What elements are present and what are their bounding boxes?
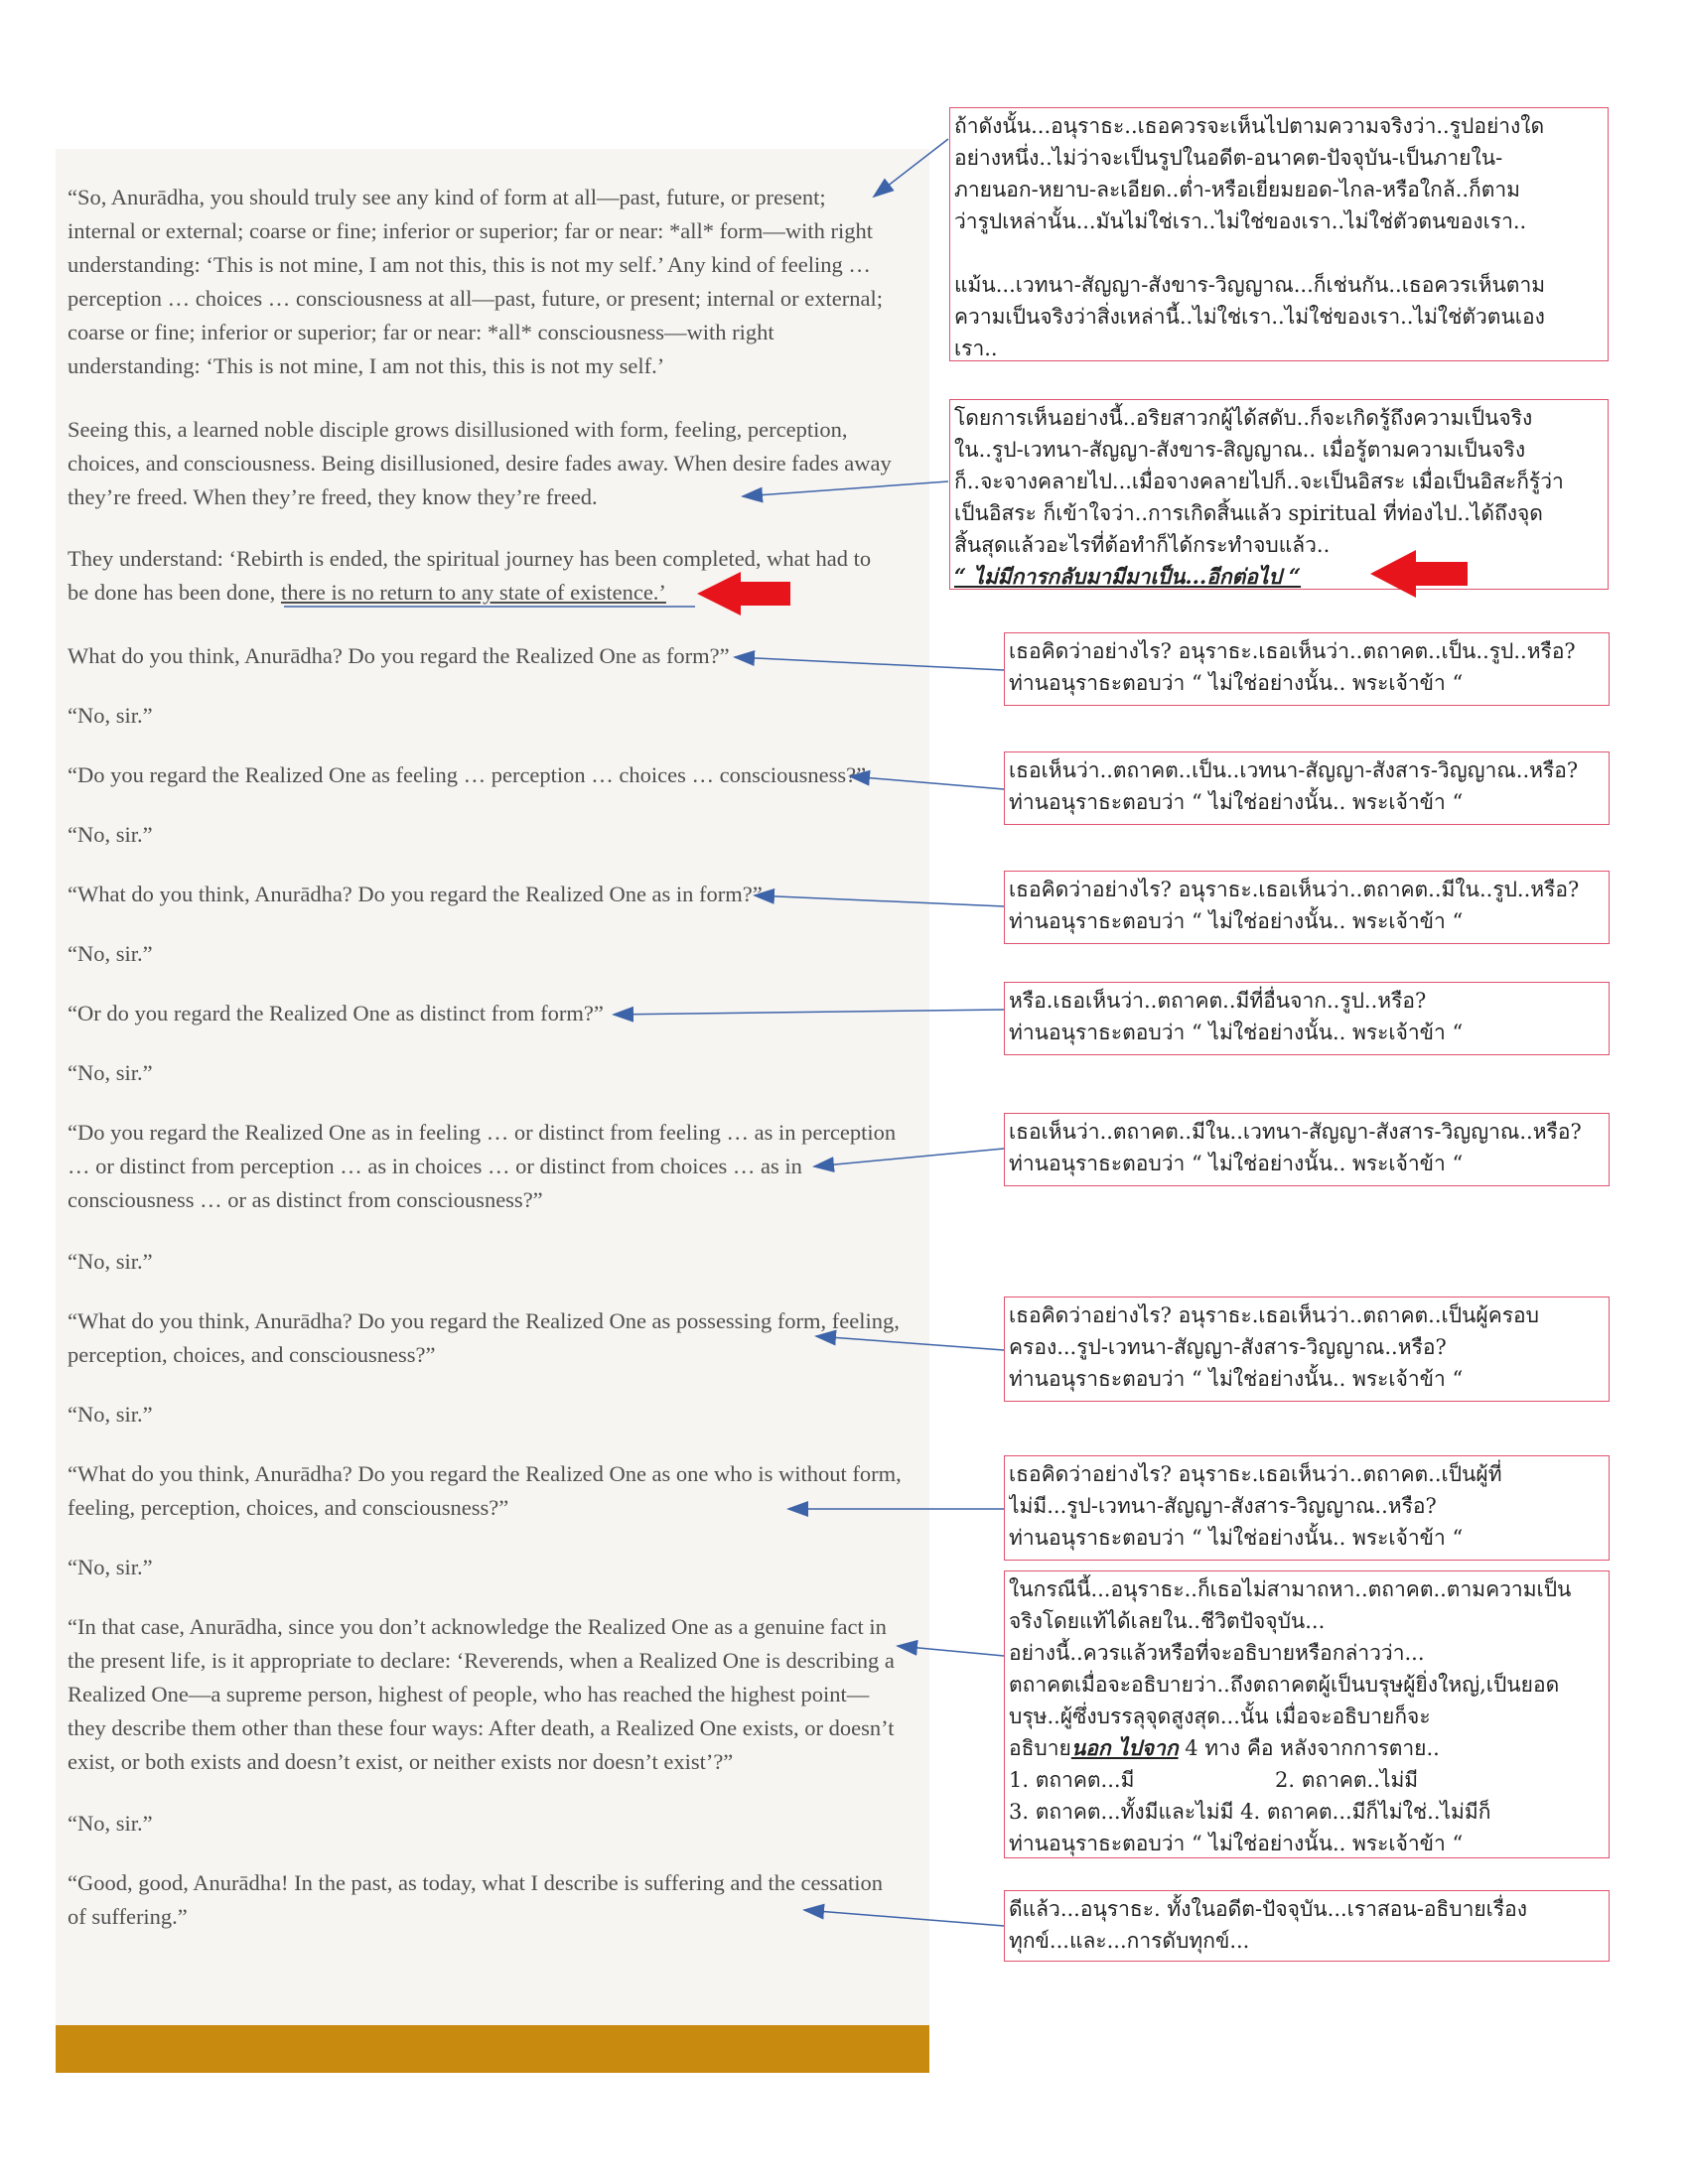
answer-no-sir: “No, sir.”	[68, 1249, 153, 1274]
paragraph-suffering-cessation: “Good, good, Anurādha! In the past, as today, what I describe is suffering and the cessation of suffering.”	[68, 1870, 884, 1929]
underlined-no-return: there is no return to any state of existence.’	[280, 580, 666, 605]
question-in-form: “What do you think, Anurādha? Do you regard the Realized One as in form?”	[68, 882, 763, 906]
thai-note-distinct-from-form: หรือ.เธอเห็นว่า..ตถาคต..มีที่อื่นจาก..รูป..หรือ? ท่านอนุราธะตอบว่า “ ไม่ใช่อย่างนั้น.. พระเจ้าข้า “	[1004, 982, 1610, 1055]
thai-note-as-feeling: เธอเห็นว่า..ตถาคต..เป็น..เวทนา-สัญญา-สังสาร-วิญญาณ..หรือ? ท่านอนุราธะตอบว่า “ ไม่ใช่อย่างนั้น.. พระเจ้าข้า “	[1004, 751, 1610, 825]
answer-no-sir: “No, sir.”	[68, 1811, 153, 1836]
thai-note-as-form: เธอคิดว่าอย่างไร? อนุราธะ.เธอเห็นว่า..ตถาคต..เป็น..รูป..หรือ? ท่านอนุราธะตอบว่า “ ไม่ใช่อย่างนั้น.. พระเจ้าข้า “	[1004, 632, 1610, 706]
question-as-feeling: “Do you regard the Realized One as feeling … perception … choices … consciousness?”	[68, 762, 867, 787]
arrow-note4	[850, 776, 1004, 789]
arrow-note5	[755, 895, 1004, 906]
answer-no-sir: “No, sir.”	[68, 703, 153, 728]
thai-note-disillusioned: โดยการเห็นอย่างนี้..อริยสาวกผู้ได้สดับ..ก็จะเกิดรู้ถึงความเป็นจริง ใน..รูป-เวทนา-สัญญา-สังขาร-สิญญาณ.. เมื่อรู้ตามความเป็นจริง ก็..จะจางคลายไป...เมื่อจางคลายไปก็..จะเป็นอิสระ เมื่อเป็นอิสะก็รู้ว่า เป็นอิสระ ก็เข้าใจว่า..การเกิดสิ้นแล้ว spiritual ที่ท่องไป..ได้ถึงจุด สิ้นสุดแล้วอะไรที่ต้อทำก็ได้กระทำจบแล้ว.. “ ไม่มีการกลับมามีมาเป็น...อีกต่อไป “	[949, 399, 1609, 590]
answer-no-sir: “No, sir.”	[68, 1555, 153, 1579]
question-without-form: “What do you think, Anurādha? Do you regard the Realized One as one who is without form, feeling, perception, choices, and consciousness?”	[68, 1461, 902, 1520]
thai-note-in-feeling: เธอเห็นว่า..ตถาคต..มีใน..เวทนา-สัญญา-สังสาร-วิญญาณ..หรือ? ท่านอนุราธะตอบว่า “ ไม่ใช่อย่างนั้น.. พระเจ้าข้า “	[1004, 1113, 1610, 1186]
thai-note-four-ways: ในกรณีนี้...อนุราธะ..ก็เธอไม่สามาถหา..ตถาคต..ตามความเป็น จริงโดยแท้ได้เลยใน..ชีวิตปัจจุบัน... อย่างนี้..ควรแล้วหรือที่จะอธิบายหรือกล่าวว่า... ตถาคตเมื่อจะอธิบายว่า..ถึงตถาคตผู้เป็นบรุษผู้ยิ่งใหญ่,เป็นยอด บรุษ..ผู้ซึ่งบรรลุจุดสูงสุด...นั้น เมื่อจะอธิบายก็จะ อธิบายนอก ไปจาก 4 ทาง คือ หลังจากการตาย.. 1. ตถาคต...มี 2. ตถาคต..ไม่มี 3. ตถาคต...ทั้งมีและไม่มี 4. ตถาคต...มีก็ไม่ใช่..ไม่มีก็ ท่านอนุราธะตอบว่า “ ไม่ใช่อย่างนั้น.. พระเจ้าข้า “	[1004, 1570, 1610, 1858]
question-in-feeling-distinct: “Do you regard the Realized One as in feeling … or distinct from feeling … as in perception … or distinct from perception … as in choices … or distinct from choices … as in consciousness … or as distinct from consciousness?”	[68, 1120, 897, 1212]
thai-note-in-form: เธอคิดว่าอย่างไร? อนุราธะ.เธอเห็นว่า..ตถาคต..มีใน..รูป..หรือ? ท่านอนุราธะตอบว่า “ ไม่ใช่อย่างนั้น.. พระเจ้าข้า “	[1004, 871, 1610, 944]
red-arrow-thai	[1370, 550, 1468, 598]
red-arrow-english	[697, 572, 790, 615]
answer-no-sir: “No, sir.”	[68, 1402, 153, 1427]
thai-note-possessing: เธอคิดว่าอย่างไร? อนุราธะ.เธอเห็นว่า..ตถาคต..เป็นผู้ครอบ ครอง...รูป-เวทนา-สัญญา-สังสาร-วิญญาณ..หรือ? ท่านอนุราธะตอบว่า “ ไม่ใช่อย่างนั้น.. พระเจ้าข้า “	[1004, 1297, 1610, 1402]
arrow-note6	[614, 1010, 1004, 1015]
paragraph-rebirth-ended: They understand: ‘Rebirth is ended, the spiritual journey has been completed, what had to be done has been done, there is no return to any state of existence.’	[68, 546, 872, 605]
arrow-note11	[804, 1910, 1004, 1926]
question-possessing-form: “What do you think, Anurādha? Do you regard the Realized One as possessing form, feeling, perception, choices, and consciousness?”	[68, 1308, 900, 1367]
question-distinct-from-form: “Or do you regard the Realized One as distinct from form?”	[68, 1001, 604, 1025]
question-four-ways: “In that case, Anurādha, since you don’t acknowledge the Realized One as a genuine fact in the present life, is it appropriate to declare: ‘Reverends, when a Realized One is describing a Realized One—a supreme person, highest of people, who has reached the highest point— they describe them other than these four ways: After death, a Realized One exists, or doesn’t exist, or both exists and doesn’t exist, or neither exists nor doesn’t exist’?”	[68, 1614, 895, 1774]
thai-note-form-not-self: ถ้าดังนั้น...อนุราธะ..เธอควรจะเห็นไปตามความจริงว่า..รูปอย่างใด อย่างหนึ่ง..ไม่ว่าจะเป็นรูปในอดีต-อนาคต-ปัจจุบัน-เป็นภายใน- ภายนอก-หยาบ-ละเอียด..ต่ำ-หรือเยี่ยมยอด-ไกล-หรือใกล้..ก็ตาม ว่ารูปเหล่านั้น...มันไม่ใช่เรา..ไม่ใช่ของเรา..ไม่ใช่ตัวตนของเรา.. แม้น...เวทนา-สัญญา-สังขาร-วิญญาณ...ก็เช่นกัน..เธอควรเห็นตาม ความเป็นจริงว่าสิ่งเหล่านี้..ไม่ใช่เรา..ไม่ใช่ของเรา..ไม่ใช่ตัวตนเอง เรา..	[949, 107, 1609, 361]
thai-note-without: เธอคิดว่าอย่างไร? อนุราธะ.เธอเห็นว่า..ตถาคต..เป็นผู้ที่ ไม่มี...รูป-เวทนา-สัญญา-สังสาร-วิญญาณ..หรือ? ท่านอนุราธะตอบว่า “ ไม่ใช่อย่างนั้น.. พระเจ้าข้า “	[1004, 1455, 1610, 1561]
answer-no-sir: “No, sir.”	[68, 941, 153, 966]
paragraph-form-not-self: “So, Anurādha, you should truly see any kind of form at all—past, future, or present; internal or external; coarse or fine; inferior or superior; far or near: *all* form—with right understanding: ‘This is not mine, I am not this, this is not my self.’ Any kind of feeling … perception … choices … consciousness at all—past, future, or present; internal or external; coarse or fine; inferior or superior; far or near: *all* consciousness—with right understanding: ‘This is not mine, I am not this, this is not my self.’	[68, 185, 883, 378]
arrow-note1	[874, 139, 948, 197]
arrow-note2	[743, 481, 948, 496]
paragraph-disillusioned: Seeing this, a learned noble disciple grows disillusioned with form, feeling, perception, choices, and consciousness. Being disillusioned, desire fades away. When desire fades away they’re freed. When they’re freed, they know they’re freed.	[68, 417, 892, 509]
thai-outside-emphasis: นอก ไปจาก	[1070, 1735, 1179, 1760]
thai-no-return-emphasis: “ ไม่มีการกลับมามีมาเป็น...อีกต่อไป “	[954, 564, 1302, 589]
thai-note-suffering: ดีแล้ว...อนุราธะ. ทั้งในอดีต-ปัจจุบัน...เราสอน-อธิบายเรื่อง ทุกข์...และ...การดับทุกข์...	[1004, 1890, 1610, 1962]
arrow-note3	[735, 657, 1004, 670]
answer-no-sir: “No, sir.”	[68, 822, 153, 847]
answer-no-sir: “No, sir.”	[68, 1060, 153, 1085]
arrow-note8	[816, 1336, 1004, 1350]
arrow-note7	[814, 1149, 1004, 1166]
arrow-note10	[898, 1646, 1004, 1656]
question-as-form: What do you think, Anurādha? Do you regard the Realized One as form?”	[68, 643, 730, 668]
